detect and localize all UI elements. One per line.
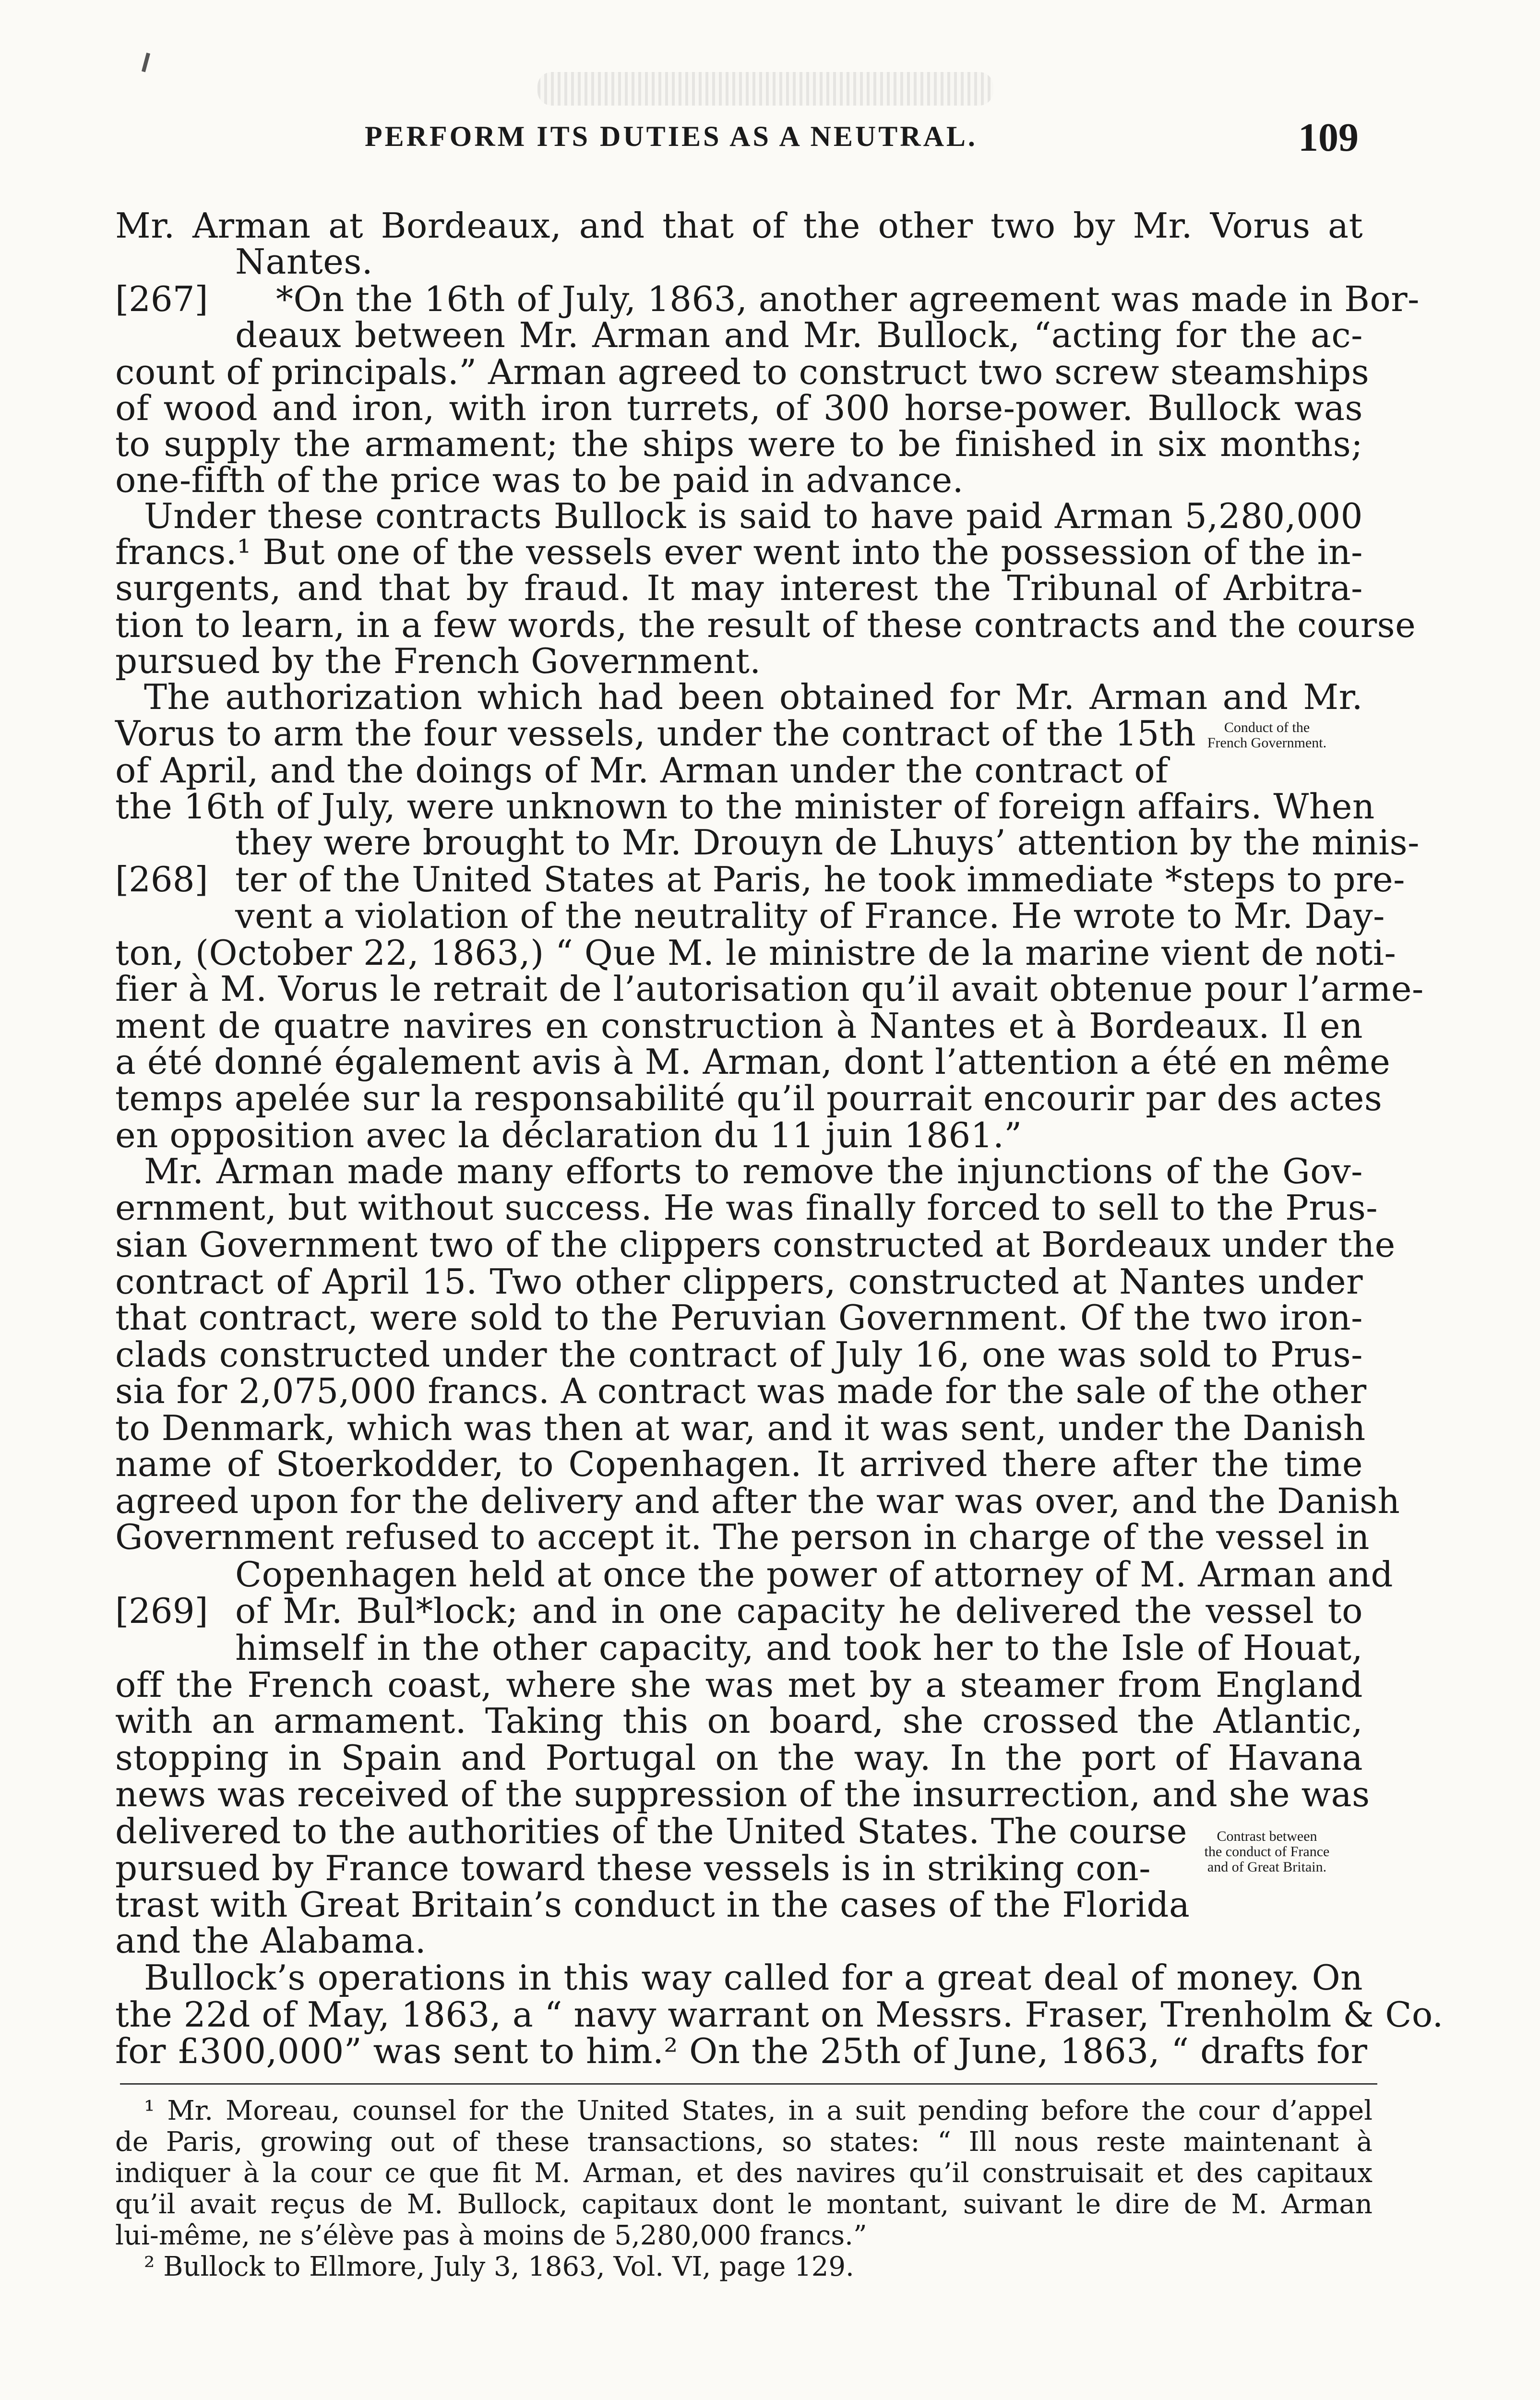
body-line: to supply the armament; the ships were to be finished in six months;: [115, 424, 1363, 464]
footnote-line: ² Bullock to Ellmore, July 3, 1863, Vol. VI, page 129.: [144, 2251, 854, 2282]
side-note: [1166, 720, 1368, 751]
body-line: a été donné également avis à M. Arman, dont l’attention a été en même: [115, 1042, 1391, 1082]
side-note-line: and of Great Britain.: [1207, 1859, 1327, 1875]
body-line: sian Government two of the clippers constructed at Bordeaux under the: [115, 1224, 1396, 1265]
body-line: pursued by the French Government.: [115, 641, 761, 681]
body-line: vent a violation of the neutrality of France. He wrote to Mr. Day-: [235, 896, 1385, 936]
ink-smudge: [537, 72, 993, 106]
body-line: surgents, and that by fraud. It may interest the Tribunal of Arbitra-: [115, 568, 1363, 608]
side-note: [1166, 1829, 1368, 1875]
star-page-marker: [269]: [115, 1591, 208, 1631]
side-note-line: Contrast between: [1217, 1828, 1317, 1844]
body-line: ter of the United States at Paris, he took immediate *steps to pre-: [235, 859, 1405, 900]
body-line: clads constructed under the contract of July 16, one was sold to Prus-: [115, 1334, 1363, 1375]
footnote-rule: [120, 2083, 1377, 2085]
footnote-line: indiquer à la cour ce que fit M. Arman, et des navires qu’il construisait et des capitaux: [115, 2158, 1373, 2189]
page-number: 109: [1298, 115, 1359, 160]
body-line: ment de quatre navires en construction à Nantes et à Bordeaux. Il en: [115, 1006, 1363, 1046]
body-line: ton, (October 22, 1863,) “ Que M. le ministre de la marine vient de noti-: [115, 933, 1397, 973]
body-line: Mr. Arman at Bordeaux, and that of the other two by Mr. Vorus at: [115, 205, 1363, 246]
body-line: agreed upon for the delivery and after the war was over, and the Danish: [115, 1481, 1400, 1521]
body-line: *On the 16th of July, 1863, another agreement was made in Bor-: [276, 279, 1420, 319]
footnote-line: de Paris, growing out of these transactions, so states: “ Ill nous reste maintenant à: [115, 2126, 1373, 2158]
body-line: Mr. Arman made many efforts to remove the injunctions of the Gov-: [144, 1151, 1363, 1191]
body-line: en opposition avec la déclaration du 11 juin 1861.”: [115, 1115, 1022, 1155]
body-line: off the French coast, where she was met by a steamer from England: [115, 1665, 1363, 1705]
side-note-line: the conduct of France: [1204, 1844, 1330, 1860]
stray-mark: [142, 53, 150, 72]
body-line: tion to learn, in a few words, the result of these contracts and the course: [115, 605, 1416, 645]
body-line: the 16th of July, were unknown to the minister of foreign affairs. When: [115, 786, 1375, 827]
star-page-marker: [267]: [115, 279, 208, 319]
body-line: to Denmark, which was then at war, and it was sent, under the Danish: [115, 1408, 1366, 1448]
body-line: the 22d of May, 1863, a “ navy warrant on Messrs. Fraser, Trenholm & Co.: [115, 1994, 1444, 2035]
body-line: count of principals.” Arman agreed to construct two screw steamships: [115, 352, 1370, 392]
body-line: news was received of the suppression of the insurrection, and she was: [115, 1774, 1370, 1814]
running-head: PERFORM ITS DUTIES AS A NEUTRAL.: [365, 120, 978, 152]
side-note-line: Conduct of the: [1224, 720, 1310, 735]
body-line: and the Alabama.: [115, 1920, 427, 1961]
body-line: one-fifth of the price was to be paid in advance.: [115, 460, 964, 500]
body-line: Bullock’s operations in this way called for a great deal of money. On: [144, 1957, 1363, 1998]
body-line: deaux between Mr. Arman and Mr. Bullock, “acting for the ac-: [235, 315, 1363, 355]
footnote-line: ¹ Mr. Moreau, counsel for the United States, in a suit pending before the cour d’appel: [144, 2095, 1373, 2126]
body-line: Nantes.: [235, 241, 373, 282]
footnote-line: lui-même, ne s’élève pas à moins de 5,280,000 francs.”: [115, 2220, 867, 2251]
body-line: name of Stoerkodder, to Copenhagen. It arrived there after the time: [115, 1444, 1363, 1484]
body-line: Government refused to accept it. The person in charge of the vessel in: [115, 1517, 1370, 1557]
body-line: The authorization which had been obtained for Mr. Arman and Mr.: [144, 677, 1363, 717]
star-page-marker: [268]: [115, 859, 208, 900]
body-line: for £300,000” was sent to him.² On the 25th of June, 1863, “ drafts for: [115, 2031, 1368, 2071]
body-line: sia for 2,075,000 francs. A contract was made for the sale of the other: [115, 1371, 1367, 1411]
body-line: of Mr. Bul*lock; and in one capacity he delivered the vessel to: [235, 1591, 1363, 1631]
body-line: trast with Great Britain’s conduct in the cases of the Florida: [115, 1884, 1190, 1925]
body-line: with an armament. Taking this on board, she crossed the Atlantic,: [115, 1701, 1363, 1741]
body-line: that contract, were sold to the Peruvian Government. Of the two iron-: [115, 1297, 1363, 1338]
body-line: himself in the other capacity, and took her to the Isle of Houat,: [235, 1628, 1363, 1668]
footnote-line: qu’il avait reçus de M. Bullock, capitaux dont le montant, suivant le dire de M. Arman: [115, 2189, 1373, 2220]
body-line: of wood and iron, with iron turrets, of 300 horse-power. Bullock was: [115, 388, 1363, 428]
body-line: contract of April 15. Two other clippers, constructed at Nantes under: [115, 1261, 1363, 1302]
body-line: ernment, but without success. He was finally forced to sell to the Prus-: [115, 1188, 1378, 1228]
body-line: of April, and the doings of Mr. Arman under the contract of: [115, 750, 1169, 791]
body-line: pursued by France toward these vessels is in striking con-: [115, 1848, 1151, 1888]
body-line: they were brought to Mr. Drouyn de Lhuys’ attention by the minis-: [235, 822, 1420, 863]
body-line: Vorus to arm the four vessels, under the contract of the 15th: [115, 713, 1196, 754]
body-line: francs.¹ But one of the vessels ever went into the possession of the in-: [115, 532, 1363, 572]
body-line: Copenhagen held at once the power of attorney of M. Arman and: [235, 1554, 1393, 1595]
body-line: fier à M. Vorus le retrait de l’autorisation qu’il avait obtenue pour l’arme-: [115, 969, 1424, 1009]
body-line: temps apelée sur la responsabilité qu’il pourrait encourir par des actes: [115, 1078, 1383, 1118]
body-line: stopping in Spain and Portugal on the way. In the port of Havana: [115, 1738, 1363, 1778]
body-line: Under these contracts Bullock is said to have paid Arman 5,280,000: [144, 496, 1363, 536]
body-line: delivered to the authorities of the United States. The course: [115, 1811, 1187, 1851]
side-note-line: French Government.: [1207, 735, 1327, 751]
